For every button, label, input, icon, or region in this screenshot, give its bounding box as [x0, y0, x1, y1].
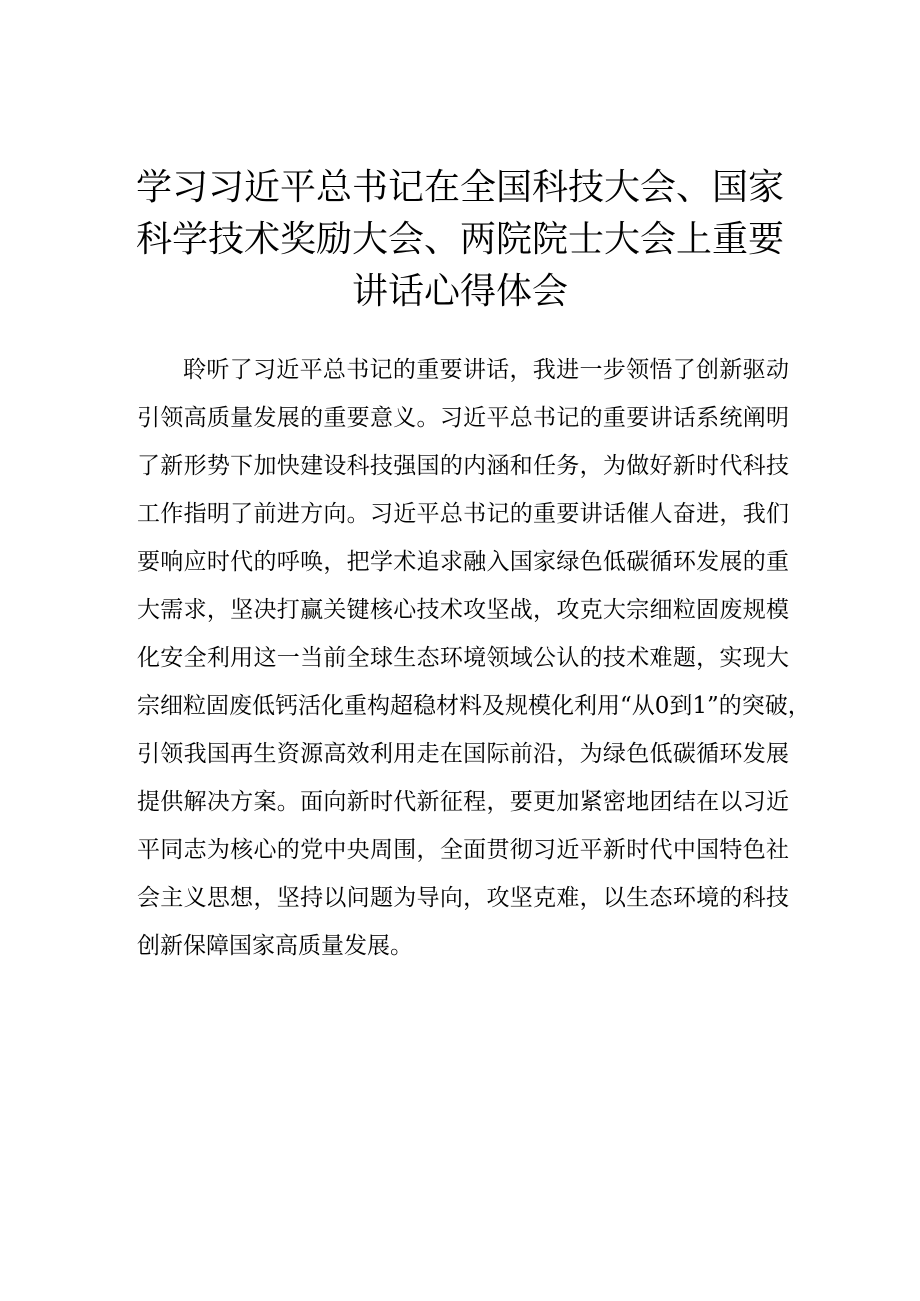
title-line: 科学技术奖励大会、两院院士大会上重要 [135, 219, 784, 260]
paragraph-line: 大需求，坚决打赢关键核心技术攻坚战，攻克大宗细粒固废规模 [137, 597, 789, 623]
paragraph-line: 化安全利用这一当前全球生态环境领域公认的技术难题，实现大 [137, 645, 789, 671]
title-line: 讲话心得体会 [351, 271, 568, 312]
paragraph-line: 创新保障国家高质量发展。 [137, 933, 413, 959]
paragraph-line: 引领我国再生资源高效利用走在国际前沿，为绿色低碳循环发展 [137, 741, 789, 767]
paragraph-line: 要响应时代的呼唤，把学术追求融入国家绿色低碳循环发展的重 [137, 549, 789, 575]
paragraph-line: 宗细粒固废低钙活化重构超稳材料及规模化利用“从0到1”的突破， [137, 693, 811, 719]
paragraph-line: 引领高质量发展的重要意义。习近平总书记的重要讲话系统阐明 [137, 405, 789, 431]
paragraph-line: 工作指明了前进方向。习近平总书记的重要讲话催人奋进，我们 [137, 501, 789, 527]
paragraph-line: 平同志为核心的党中央周围，全面贯彻习近平新时代中国特色社 [137, 837, 789, 863]
paragraph-line: 了新形势下加快建设科技强国的内涵和任务，为做好新时代科技 [137, 453, 789, 479]
document-title [120, 162, 800, 318]
title-line: 学习习近平总书记在全国科技大会、国家 [135, 167, 784, 208]
paragraph-line: 提供解决方案。面向新时代新征程，要更加紧密地团结在以习近 [137, 789, 789, 815]
paragraph-line: 会主义思想，坚持以问题为导向，攻坚克难，以生态环境的科技 [137, 885, 789, 911]
paragraph-line: 聆听了习近平总书记的重要讲话，我进一步领悟了创新驱动 [183, 357, 789, 383]
body-paragraph [137, 352, 811, 976]
